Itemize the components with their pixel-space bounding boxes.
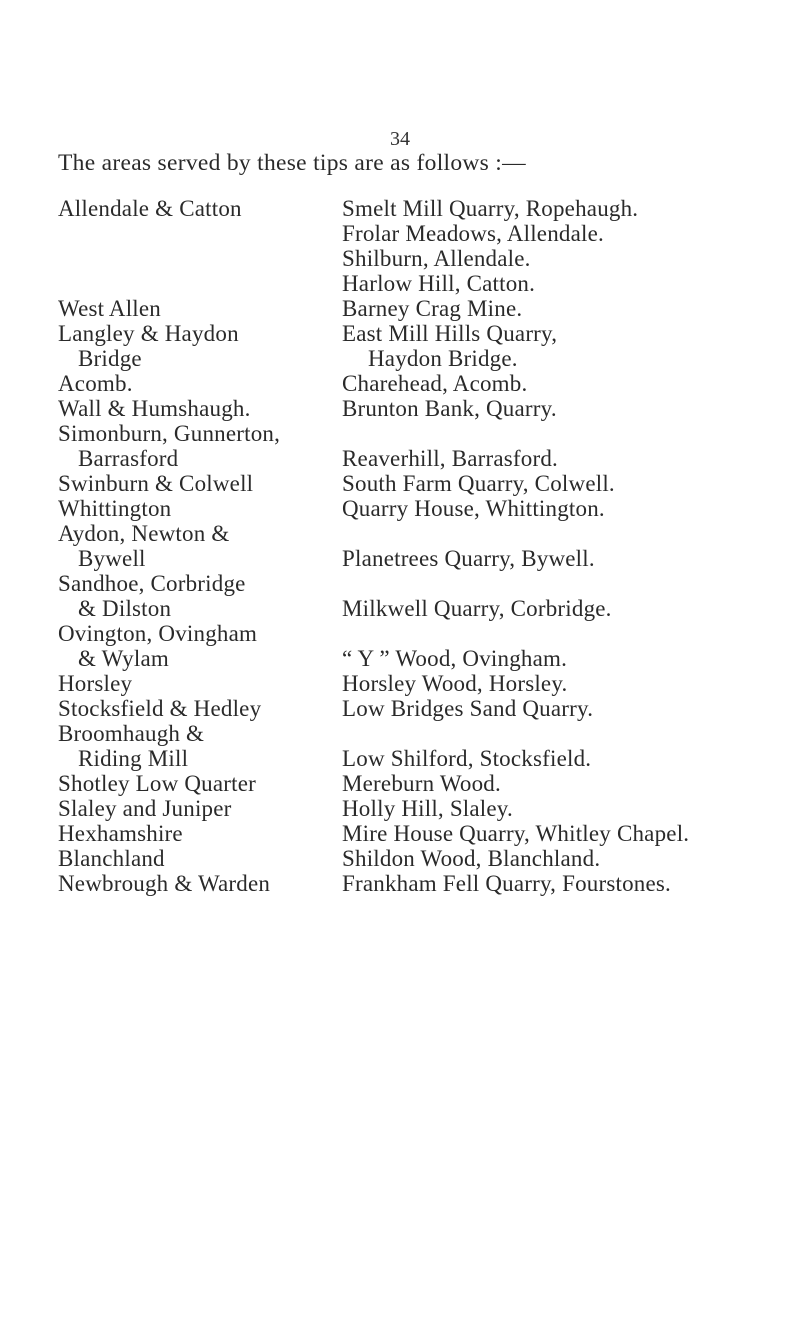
tip-south-farm: South Farm Quarry, Colwell. bbox=[342, 471, 615, 496]
tip-east-mill-hills-cont: Haydon Bridge. bbox=[368, 346, 518, 371]
tip-barney-crag: Barney Crag Mine. bbox=[342, 296, 523, 321]
tip-milkwell: Milkwell Quarry, Corbridge. bbox=[342, 596, 612, 621]
tip-low-shilford: Low Shilford, Stocksfield. bbox=[342, 746, 592, 771]
tip-frankham-fell: Frankham Fell Quarry, Fourstones. bbox=[342, 871, 671, 896]
tip-mire-house: Mire House Quarry, Whitley Chapel. bbox=[342, 821, 690, 846]
tip-east-mill-hills: East Mill Hills Quarry, bbox=[342, 321, 558, 346]
tip-planetrees: Planetrees Quarry, Bywell. bbox=[342, 546, 595, 571]
area-sandhoe: Sandhoe, Corbridge bbox=[58, 571, 246, 596]
area-ovington-cont: & Wylam bbox=[78, 646, 169, 671]
area-ovington: Ovington, Ovingham bbox=[58, 621, 258, 646]
page-number: 34 bbox=[390, 128, 410, 150]
area-simonburn: Simonburn, Gunnerton, bbox=[58, 421, 281, 446]
area-west-allen: West Allen bbox=[58, 296, 161, 321]
area-wall: Wall & Humshaugh. bbox=[58, 396, 251, 421]
tip-brunton-bank: Brunton Bank, Quarry. bbox=[342, 396, 557, 421]
tip-holly-hill: Holly Hill, Slaley. bbox=[342, 796, 513, 821]
tip-low-bridges: Low Bridges Sand Quarry. bbox=[342, 696, 594, 721]
tip-harlow-hill: Harlow Hill, Catton. bbox=[342, 271, 536, 296]
tip-frolar-meadows: Frolar Meadows, Allendale. bbox=[342, 221, 604, 246]
area-langley: Langley & Haydon bbox=[58, 321, 239, 346]
tip-horsley-wood: Horsley Wood, Horsley. bbox=[342, 671, 568, 696]
area-swinburn: Swinburn & Colwell bbox=[58, 471, 254, 496]
area-sandhoe-cont: & Dilston bbox=[78, 596, 172, 621]
tip-quarry-house: Quarry House, Whittington. bbox=[342, 496, 605, 521]
area-broomhaugh: Broomhaugh & bbox=[58, 721, 205, 746]
area-langley-cont: Bridge bbox=[78, 346, 142, 371]
area-stocksfield: Stocksfield & Hedley bbox=[58, 696, 262, 721]
intro-heading: The areas served by these tips are as follows :— bbox=[58, 150, 526, 176]
tip-charehead: Charehead, Acomb. bbox=[342, 371, 528, 396]
area-allendale: Allendale & Catton bbox=[58, 196, 242, 221]
area-broomhaugh-cont: Riding Mill bbox=[78, 746, 189, 771]
area-whittington: Whittington bbox=[58, 496, 172, 521]
tip-reaverhill: Reaverhill, Barrasford. bbox=[342, 446, 558, 471]
area-shotley: Shotley Low Quarter bbox=[58, 771, 256, 796]
area-blanchland: Blanchland bbox=[58, 846, 165, 871]
tip-shildon-wood: Shildon Wood, Blanchland. bbox=[342, 846, 601, 871]
tip-shilburn: Shilburn, Allendale. bbox=[342, 246, 531, 271]
area-acomb: Acomb. bbox=[58, 371, 133, 396]
area-aydon: Aydon, Newton & bbox=[58, 521, 230, 546]
area-horsley: Horsley bbox=[58, 671, 133, 696]
tip-y-wood: “ Y ” Wood, Ovingham. bbox=[342, 646, 568, 671]
area-aydon-cont: Bywell bbox=[78, 546, 146, 571]
area-simonburn-cont: Barrasford bbox=[78, 446, 179, 471]
tip-mereburn: Mereburn Wood. bbox=[342, 771, 501, 796]
tip-smelt-mill: Smelt Mill Quarry, Ropehaugh. bbox=[342, 196, 639, 221]
area-newbrough: Newbrough & Warden bbox=[58, 871, 271, 896]
area-hexhamshire: Hexhamshire bbox=[58, 821, 183, 846]
area-slaley: Slaley and Juniper bbox=[58, 796, 232, 821]
